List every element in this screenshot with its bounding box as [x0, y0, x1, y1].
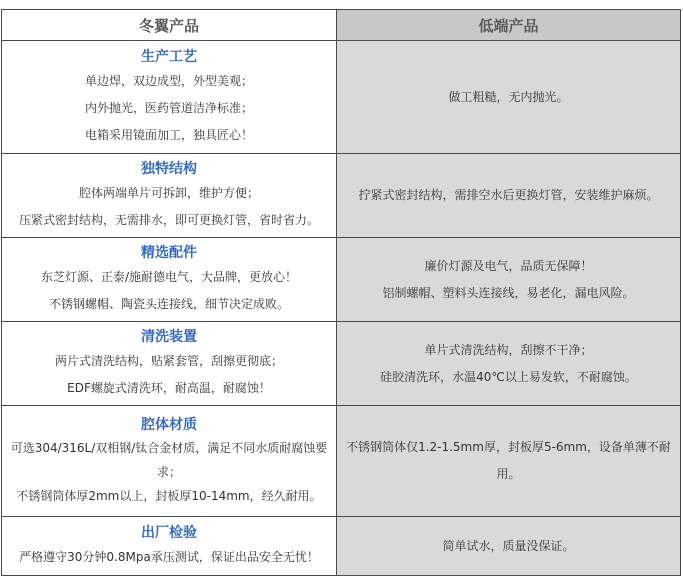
section-title: 出厂检验: [141, 524, 197, 541]
low-end-cell: [337, 406, 681, 517]
section-title: 精选配件: [141, 244, 197, 261]
low-end-cell: [337, 517, 681, 576]
low-end-line: 铝制螺帽、塑料头连接线，易老化，漏电风险。: [382, 285, 635, 300]
low-end-cell: [337, 238, 681, 322]
feature-line: 不锈钢筒体厚2mm以上，封板厚10-14mm，经久耐用。: [16, 489, 322, 503]
feature-line: 单边焊，双边成型，外型美观；: [84, 73, 253, 88]
feature-line: 东芝灯源、正泰/施耐德电气，大品牌，更放心！: [40, 269, 298, 284]
row-cleaning-device: [2, 322, 681, 406]
low-end-cell: [337, 41, 681, 154]
feature-line: 可选304/316L/双相钢/钛合金材质，满足不同水质耐腐蚀要: [10, 441, 328, 455]
low-end-line: 做工粗糙，无内抛光。: [448, 89, 569, 104]
feature-line: 电箱采用镜面加工，独具匠心！: [84, 127, 253, 142]
our-cell: [2, 154, 337, 238]
our-cell: [2, 517, 337, 576]
row-production-process: [2, 41, 681, 154]
section-title: 独特结构: [141, 160, 197, 177]
comparison-table: [1, 9, 681, 576]
feature-line: 严格遵守30分钟0.8Mpa承压测试，保证出品安全无忧！: [19, 549, 319, 564]
section-title: 生产工艺: [141, 48, 197, 65]
low-end-line: 简单试水，质量没保证。: [442, 538, 575, 553]
low-end-cell: [337, 154, 681, 238]
our-cell: [2, 41, 337, 154]
feature-line: EDF螺旋式清洗环，耐高温，耐腐蚀！: [67, 380, 271, 395]
low-end-line: 单片式清洗结构，刮擦不干净；: [424, 342, 593, 357]
feature-line: 两片式清洗结构，贴紧套管，刮擦更彻底；: [54, 353, 283, 368]
low-end-line: 硅胶清洗环，水温40℃以上易发软，不耐腐蚀。: [380, 369, 637, 384]
feature-line: 压紧式密封结构，无需排水，即可更换灯管，省时省力。: [18, 212, 319, 227]
feature-line: 内外抛光，医药管道洁净标准；: [84, 100, 253, 115]
row-factory-inspection: [2, 517, 681, 576]
low-end-line: 拧紧式密封结构，需排空水后更换灯管，安装维护麻烦。: [358, 188, 659, 202]
section-title: 腔体材质: [141, 417, 197, 433]
low-end-line: 廉价灯源及电气，品质无保障！: [424, 258, 593, 273]
header-our-product: 冬翼产品: [2, 10, 337, 41]
low-end-cell: [337, 322, 681, 406]
feature-line: 求；: [156, 465, 181, 479]
our-cell: [2, 406, 337, 517]
feature-line: 不锈钢螺帽、陶瓷头连接线，细节决定成败。: [48, 296, 289, 311]
row-chamber-material: [2, 406, 681, 517]
feature-line: 腔体两端单片可拆卸，维护方便；: [78, 185, 259, 200]
our-cell: [2, 238, 337, 322]
header-row: [2, 10, 681, 41]
low-end-line: 不锈钢筒体仅1.2-1.5mm厚，封板厚5-6mm，设备单薄不耐用。: [346, 440, 671, 481]
row-unique-structure: [2, 154, 681, 238]
row-selected-parts: [2, 238, 681, 322]
our-cell: [2, 322, 337, 406]
header-low-end-product: 低端产品: [337, 10, 681, 41]
section-title: 清洗装置: [141, 328, 197, 345]
